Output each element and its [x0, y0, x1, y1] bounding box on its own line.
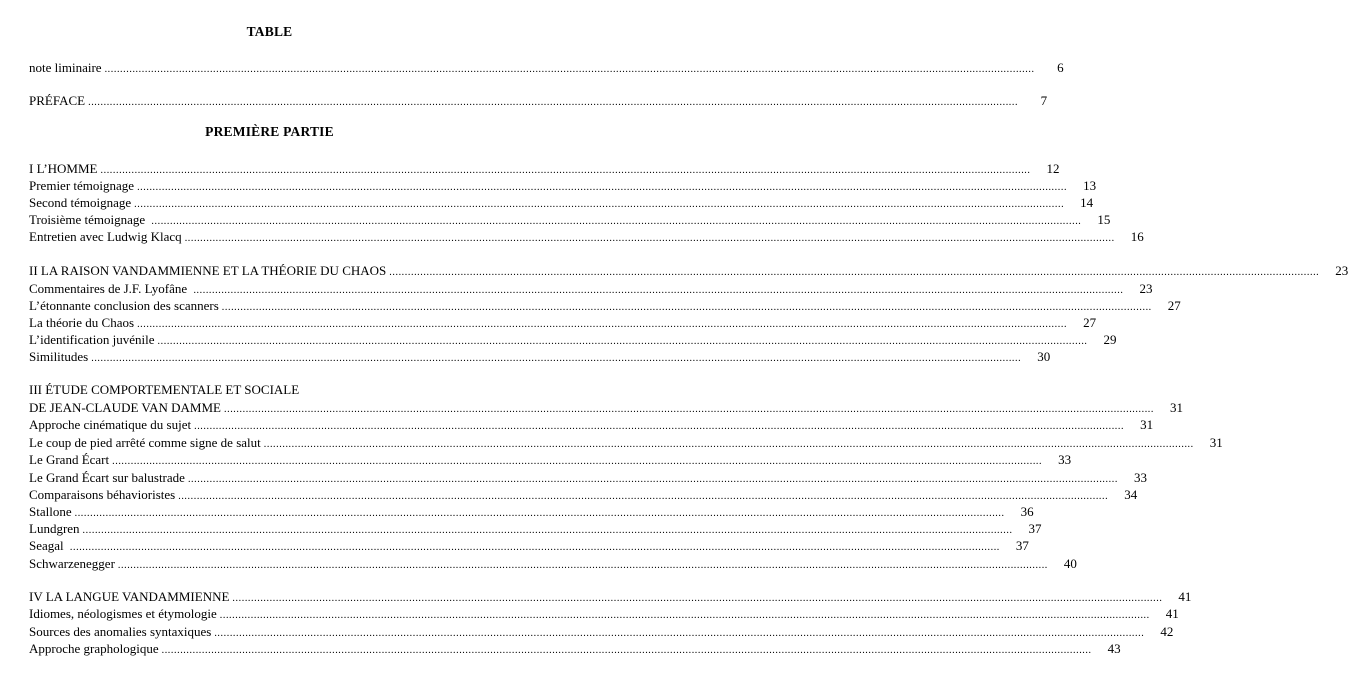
dot-leader: ............................................................................................................................................................................................................................................................................................................ [117, 560, 1048, 571]
toc-entry-title: Commentaires de J.F. Lyofâne [29, 281, 191, 296]
toc-entry [29, 588, 1192, 606]
toc-entry-title: note liminaire [29, 60, 102, 75]
toc-entry [29, 605, 1179, 623]
toc-entry-page: 41 [1178, 589, 1192, 604]
dot-leader: ............................................................................................................................................................................................................................................................................................................ [104, 64, 1035, 75]
toc-entry-page: 31 [1170, 400, 1183, 415]
toc-entry [29, 348, 1051, 366]
toc-entry-title: Stallone [29, 504, 72, 519]
toc-entry [29, 228, 1144, 246]
dot-leader: ............................................................................................................................................................................................................................................................................................................ [219, 610, 1150, 621]
toc-entry-title: Troisième témoignage [29, 212, 149, 227]
dot-leader: ............................................................................................................................................................................................................................................................................................................ [151, 216, 1082, 227]
dot-leader: ............................................................................................................................................................................................................................................................................................................ [214, 628, 1145, 639]
toc-entry-title: Second témoignage [29, 195, 132, 210]
toc-entry-page: 40 [1063, 556, 1077, 571]
toc-entry [29, 262, 1348, 280]
toc-entry-title: Idiomes, néologismes et étymologie [29, 606, 217, 621]
toc-entry [29, 434, 1223, 452]
toc-entry [29, 640, 1121, 658]
toc-entry [29, 177, 1097, 195]
dot-leader: ............................................................................................................................................................................................................................................................................................................ [193, 285, 1124, 296]
toc-entry-page: 29 [1103, 332, 1117, 347]
toc-entry-title: DE JEAN-CLAUDE VAN DAMME [29, 400, 221, 415]
dot-leader: ............................................................................................................................................................................................................................................................................................................ [137, 319, 1068, 330]
toc-entry-page: 33 [1133, 470, 1147, 485]
toc-entry-page: 31 [1209, 435, 1223, 450]
dot-leader: ............................................................................................................................................................................................................................................................................................................ [161, 645, 1092, 656]
part-title: PREMIÈRE PARTIE [205, 124, 334, 139]
toc-entry-title: Approche graphologique [29, 641, 159, 656]
toc-entry [29, 451, 1072, 469]
toc-entry [29, 59, 1064, 77]
toc-entry-title: Le Grand Écart [29, 452, 110, 467]
toc-entry-title: IV LA LANGUE VANDAMMIENNE [29, 589, 230, 604]
toc-entry-title: Approche cinématique du sujet [29, 417, 192, 432]
section-heading: III ÉTUDE COMPORTEMENTALE ET SOCIALE [29, 382, 300, 397]
dot-leader: ............................................................................................................................................................................................................................................................................................................ [91, 353, 1022, 364]
toc-entry-page: 12 [1046, 161, 1060, 176]
toc-entry [29, 211, 1111, 229]
toc-entry [29, 194, 1094, 212]
toc-entry [29, 555, 1077, 573]
toc-entry [29, 297, 1181, 315]
toc-entry-page: 30 [1037, 349, 1051, 364]
dot-leader: ............................................................................................................................................................................................................................................................................................................ [232, 593, 1163, 604]
toc-entry-title: Sources des anomalies syntaxiques [29, 624, 212, 639]
toc-entry-title: L’identification juvénile [29, 332, 155, 347]
dot-leader: ............................................................................................................................................................................................................................................................................................................ [389, 267, 1320, 278]
toc-entry-title: Le coup de pied arrêté comme signe de salut [29, 435, 261, 450]
dot-leader: ............................................................................................................................................................................................................................................................................................................ [187, 474, 1118, 485]
toc-entry-title: Le Grand Écart sur balustrade [29, 470, 185, 485]
toc-entry [29, 486, 1138, 504]
toc-entry-page: 41 [1165, 606, 1179, 621]
toc-entry-page: 27 [1167, 298, 1181, 313]
toc-entry-title: Premier témoignage [29, 178, 135, 193]
toc-entry-page: 33 [1058, 452, 1072, 467]
toc-entry [29, 469, 1147, 487]
toc-entry-page: 37 [1015, 538, 1029, 553]
toc-entry-page: 14 [1080, 195, 1094, 210]
toc-entry-title: Schwarzenegger [29, 556, 115, 571]
toc-entry-page: 31 [1140, 417, 1154, 432]
table-title: TABLE [246, 24, 293, 39]
dot-leader: ............................................................................................................................................................................................................................................................................................................ [224, 404, 1154, 415]
toc-entry [29, 623, 1174, 641]
dot-leader: ............................................................................................................................................................................................................................................................................................................ [221, 302, 1152, 313]
toc-entry-page: 6 [1057, 60, 1064, 75]
toc-entry-page: 23 [1335, 263, 1348, 278]
toc-entry-page: 16 [1130, 229, 1144, 244]
toc-entry-page: 36 [1020, 504, 1034, 519]
toc-entry-title: Lundgren [29, 521, 80, 536]
toc-entry-title: I L’HOMME [29, 161, 98, 176]
dot-leader: ............................................................................................................................................................................................................................................................................................................ [88, 97, 1019, 108]
dot-leader: ............................................................................................................................................................................................................................................................................................................ [69, 542, 1000, 553]
toc-entry-title: PRÉFACE [29, 93, 86, 108]
toc-entry-title: La théorie du Chaos [29, 315, 135, 330]
dot-leader: ............................................................................................................................................................................................................................................................................................................ [184, 233, 1115, 244]
toc-entry-page: 23 [1139, 281, 1153, 296]
dot-leader: ............................................................................................................................................................................................................................................................................................................ [74, 508, 1005, 519]
toc-entry [29, 160, 1060, 178]
toc-entry-title: L’étonnante conclusion des scanners [29, 298, 219, 313]
dot-leader: ............................................................................................................................................................................................................................................................................................................ [137, 182, 1068, 193]
dot-leader: ............................................................................................................................................................................................................................................................................................................ [112, 456, 1043, 467]
dot-leader: ............................................................................................................................................................................................................................................................................................................ [157, 336, 1088, 347]
toc-entry [29, 92, 1048, 110]
toc-entry-title: Similitudes [29, 349, 89, 364]
dot-leader: ............................................................................................................................................................................................................................................................................................................ [134, 199, 1065, 210]
toc-entry [29, 399, 1183, 417]
dot-leader: ............................................................................................................................................................................................................................................................................................................ [194, 421, 1125, 432]
toc-entry [29, 331, 1117, 349]
toc-entry-title: Seagal [29, 538, 67, 553]
toc-entry-page: 37 [1028, 521, 1042, 536]
toc-entry-page: 13 [1083, 178, 1097, 193]
toc-entry-page: 34 [1124, 487, 1138, 502]
toc-entry-page: 42 [1160, 624, 1174, 639]
dot-leader: ............................................................................................................................................................................................................................................................................................................ [263, 439, 1194, 450]
dot-leader: ............................................................................................................................................................................................................................................................................................................ [82, 525, 1013, 536]
toc-entry-page: 7 [1040, 93, 1048, 108]
toc-entry [29, 314, 1097, 332]
dot-leader: ............................................................................................................................................................................................................................................................................................................ [100, 165, 1031, 176]
toc-entry [29, 520, 1042, 538]
toc-entry-page: 15 [1097, 212, 1111, 227]
toc-entry-title: II LA RAISON VANDAMMIENNE ET LA THÉORIE DU CHAOS [29, 263, 387, 278]
toc-entry-page: 27 [1083, 315, 1097, 330]
toc-entry [29, 280, 1153, 298]
toc-entry-page: 43 [1107, 641, 1121, 656]
toc-entry [29, 503, 1034, 521]
toc-entry [29, 416, 1154, 434]
toc-entry-title: Comparaisons béhavioristes [29, 487, 176, 502]
dot-leader: ............................................................................................................................................................................................................................................................................................................ [178, 491, 1109, 502]
toc-entry [29, 537, 1029, 555]
toc-entry-title: Entretien avec Ludwig Klacq [29, 229, 182, 244]
